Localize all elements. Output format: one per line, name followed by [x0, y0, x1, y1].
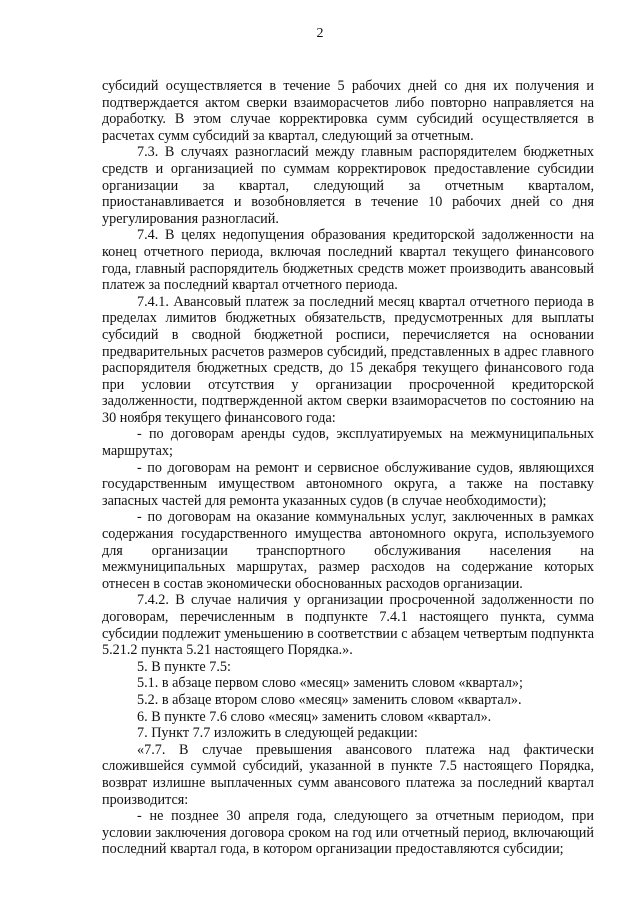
- list-item: - по договорам аренды судов, эксплуатируемых на межмуниципальных маршрутах;: [102, 426, 594, 460]
- paragraph: 5. В пункте 7.5:: [137, 658, 231, 675]
- paragraph: 7.4.1. Авансовый платеж за последний месяц квартал отчетного периода в пределах лимитов бюджетных обязательств, предусмотренных для выплаты субсидий в сводной бюджетной росписи, перечисляется на основании предварительных расчетов размеров субсидий, представленных в адрес главного распорядителя бюджетных средств, до 15 декабря текущего финансового года при условии отсутствия у организации просроченной кредиторской задолженности, подтвержденной актом сверки взаиморасчетов по состоянию на 30 ноября текущего финансового года:: [102, 293, 594, 426]
- paragraph: 7.4. В целях недопущения образования кредиторской задолженности на конец отчетного периода, включая последний квартал текущего финансового года, главный распорядитель бюджетных средств может производить авансовый платеж за последний квартал отчетного периода.: [102, 227, 594, 294]
- list-item: - не позднее 30 апреля года, следующего за отчетным периодом, при условии заключения договора сроком на год или отчетный период, включающий последний квартал года, в котором организации предоставляются субсидии;: [102, 808, 594, 858]
- paragraph: «7.7. В случае превышения авансового платежа над фактически сложившейся суммой субсидий, указанной в пункте 7.5 настоящего Порядка, возврат излишне выплаченных сумм авансового платежа за последний квартал производится:: [102, 741, 594, 808]
- paragraph: 7. Пункт 7.7 изложить в следующей редакции:: [137, 725, 418, 742]
- paragraph: 7.3. В случаях разногласий между главным распорядителем бюджетных средств и организацией по суммам корректировок предоставление субсидии организации за квартал, следующий за отчетным кварталом, приостанавливается и возобновляется в течение 10 рабочих дней со дня урегулирования разногласий.: [102, 144, 594, 227]
- paragraph: 6. В пункте 7.6 слово «месяц» заменить словом «квартал».: [137, 708, 492, 725]
- document-body: [102, 78, 594, 858]
- paragraph: 5.1. в абзаце первом слово «месяц» заменить словом «квартал»;: [137, 675, 523, 692]
- paragraph: 7.4.2. В случае наличия у организации просроченной задолженности по договорам, перечисленным в подпункте 7.4.1 настоящего пункта, сумма субсидии подлежит уменьшению в соответствии с абзацем четвертым подпункта 5.21.2 пункта 5.21 настоящего Порядка.».: [102, 592, 594, 659]
- list-item: - по договорам на ремонт и сервисное обслуживание судов, являющихся государственным имуществом автономного округа, а также на поставку запасных частей для ремонта указанных судов (в случае необходимости);: [102, 459, 594, 509]
- page-number: 2: [316, 26, 324, 41]
- paragraph: субсидий осуществляется в течение 5 рабочих дней со дня их получения и подтверждается актом сверки взаиморасчетов либо повторно направляется на доработку. В этом случае корректировка сумм субсидий осуществляется в расчетах сумм субсидий за квартал, следующий за отчетным.: [102, 78, 594, 144]
- paragraph: 5.2. в абзаце втором слово «месяц» заменить словом «квартал».: [137, 691, 522, 708]
- list-item: - по договорам на оказание коммунальных услуг, заключенных в рамках содержания государственного имущества автономного округа, используемого для организации транспортного обслуживания населения на межмуниципальных маршрутах, размер расходов на содержание которых отнесен в состав экономически обоснованных расходов организации.: [102, 509, 594, 592]
